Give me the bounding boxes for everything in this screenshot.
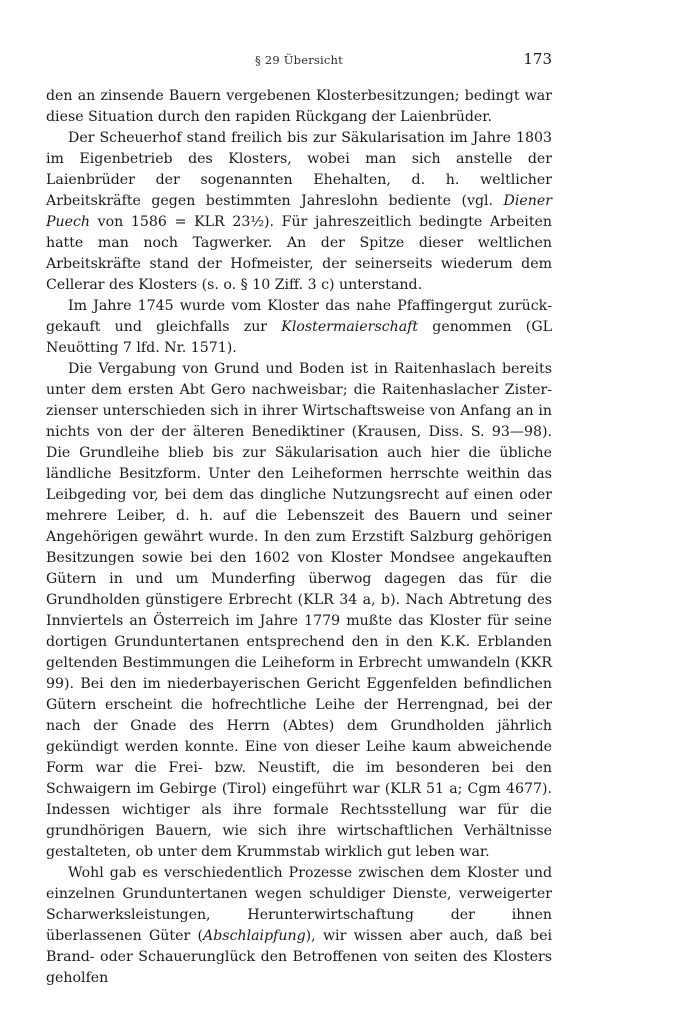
book-page (46, 46, 552, 989)
page-number: 173 (523, 50, 552, 68)
paragraph-text: den an zinsende Bauern vergebenen Klosterbesitzungen; bedingt war diese Situation durch den rapiden Rückgang der Laienbrüder. (46, 88, 552, 125)
italic-term: Diener Puech (46, 193, 552, 230)
paragraph (46, 863, 552, 989)
paragraph-text: genommen (GL Neuötting 7 lfd. Nr. 1571). (46, 319, 553, 356)
paragraph-text: von 1586 = KLR 23½). Für jahreszeitlich bedingte Arbeiten hatte man noch Tagwerker. An der Spitze dieser weltlichen Arbeitskräfte stand der Hofmeister, der seinerseits wiederum dem Cellerar des Klosters (s. o. § 10 Ziff. 3 c) unterstand. (46, 214, 552, 293)
paragraph (46, 128, 552, 296)
paragraph-text: Der Scheuerhof stand freilich bis zur Säkularisation im Jahre 1803 im Eigenbetrieb des Klosters, wobei man sich anstelle der Laienbrüder der sogenannten Ehehalten, d. h. weltlicher Arbeitskräfte gegen bestimmten Jahreslohn bediente (vgl. (46, 130, 552, 209)
paragraph-text: ), wir wissen aber auch, daß bei Brand- oder Schauerunglück den Betroffenen von seiten des Klosters geholfen (46, 928, 552, 986)
paragraph-text: Wohl gab es verschiedentlich Prozesse zwischen dem Kloster und einzelnen Grunduntertanen wegen schuldiger Dienste, verweigerter Scharwerksleistungen, Herunterwirtschaftung der ihnen überlassenen Güter ( (46, 865, 552, 944)
italic-term: Klostermaierschaft (281, 319, 419, 335)
running-head (46, 46, 552, 76)
paragraph (46, 359, 552, 863)
paragraph-text: Die Vergabung von Grund und Boden ist in Raitenhaslach bereits unter dem ersten Abt Gero nachweisbar; die Raitenhaslacher Zisterzienser unterschieden sich in ihrer Wirtschaftsweise von Anfang an in nichts von der der älteren Benediktiner (Krausen, Diss. S. 93—98). Die Grundleihe blieb bis zur Säkularisation auch hier die übliche ländliche Besitzform. Unter den Leiheformen herrschte weithin das Leibgeding vor, bei dem das dingliche Nutzungsrecht auf einen oder mehrere Leiber, d. h. auf die Lebenszeit des Bauern und seiner Angehörigen gewährt wurde. In den zum Erzstift Salzburg gehörigen Besitzungen sowie bei den 1602 von Kloster Mondsee angekauften Gütern in und um Munderfing überwog dagegen das für die Grundholden günstigere Erbrecht (KLR 34 a, b). Nach Abtretung des Innviertels an Österreich im Jahre 1779 mußte das Kloster für seine dortigen Grunduntertanen entsprechend den in den K.K. Erblanden geltenden Bestimmungen die Leiheform in Erbrecht umwandeln (KKR 99). Bei den im niederbayerischen Gericht Eggenfelden befindlichen Gütern erscheint die hofrechtliche Leihe der Herrengnad, bei der nach der Gnade des Herrn (Abtes) dem Grundholden jährlich gekündigt werden konnte. Eine von dieser Leihe kaum abweichende Form war die Frei- bzw. Neustift, die im besonderen bei den Schwaigern im Gebirge (Tirol) eingeführt war (KLR 51 a; Cgm 4677). Indessen wichtiger als ihre formale Rechtsstellung war für die grundhörigen Bauern, wie sich ihre wirtschaftlichen Verhältnisse gestalteten, ob unter dem Krummstab wirklich gut leben war. (46, 361, 552, 860)
paragraph (46, 86, 552, 128)
paragraph-text: Im Jahre 1745 wurde vom Kloster das nahe Pfaffingergut zurückgekauft und gleichfalls zur (46, 298, 552, 335)
running-title: § 29 Übersicht (255, 53, 343, 67)
italic-term: Abschlaipfung (203, 928, 306, 944)
body-text (46, 86, 552, 989)
paragraph (46, 296, 552, 359)
